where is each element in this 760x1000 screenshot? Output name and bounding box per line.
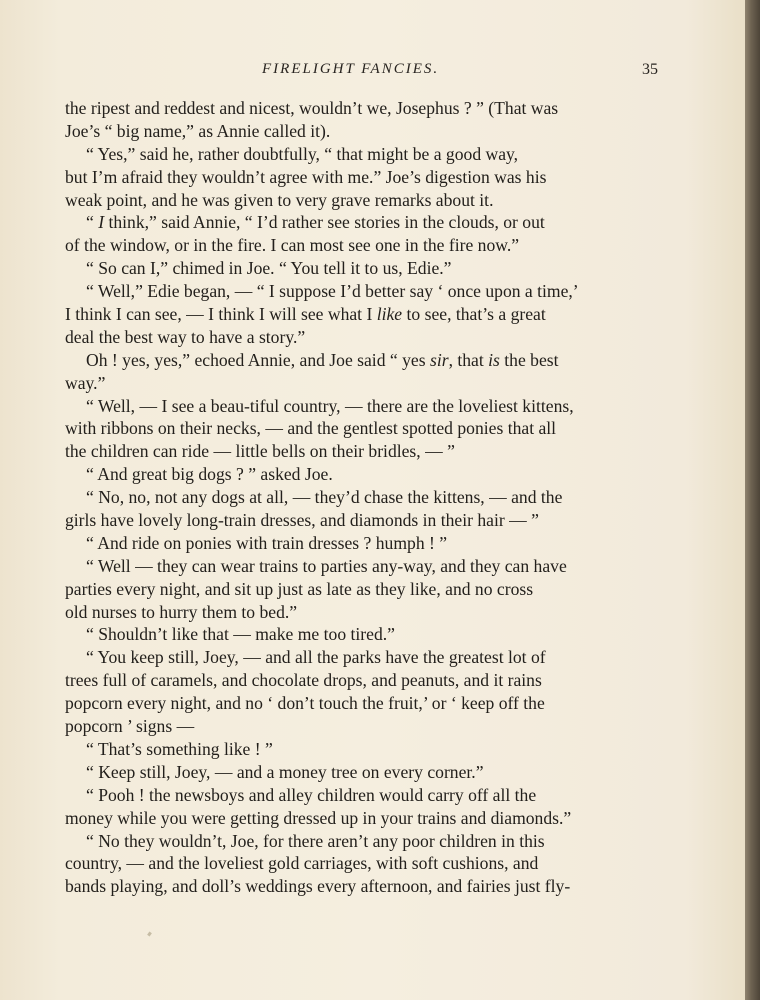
text-line: “ Shouldn’t like that — make me too tired.” <box>86 624 395 645</box>
text-line: old nurses to hurry them to bed.” <box>65 601 298 622</box>
text-line: “ No they wouldn’t, Joe, for there aren’t any poor children in this <box>86 830 545 851</box>
text-segment: “ <box>86 212 99 233</box>
text-line: bands playing, and doll’s weddings every afternoon, and fairies just fly- <box>65 876 571 897</box>
text-line: “ Keep still, Joey, — and a money tree on every corner.” <box>86 761 484 782</box>
text-line: “ Pooh ! the newsboys and alley children would carry off all the <box>86 784 537 805</box>
text-segment: to see, that’s a great <box>402 304 546 325</box>
text-segment: think,” said Annie, “ I’d rather see stories in the clouds, or out <box>104 212 545 233</box>
text-line: “ So can I,” chimed in Joe. “ You tell it to us, Edie.” <box>86 258 452 279</box>
italic-word: I <box>98 212 105 233</box>
text-line: Joe’s “ big name,” as Annie called it). <box>65 120 331 141</box>
body-text <box>65 97 653 898</box>
text-segment: Oh ! yes, yes,” echoed Annie, and Joe said “ yes <box>86 349 430 370</box>
text-line: “ And great big dogs ? ” asked Joe. <box>86 464 333 485</box>
text-line: “ Yes,” said he, rather doubtfully, “ that might be a good way, <box>86 143 519 164</box>
text-line: money while you were getting dressed up in your trains and diamonds.” <box>65 807 572 828</box>
text-line: country, — and the loveliest gold carriages, with soft cushions, and <box>65 853 539 874</box>
text-line: popcorn every night, and no ‘ don’t touch the fruit,’ or ‘ keep off the <box>65 693 545 714</box>
text-line: “ You keep still, Joey, — and all the parks have the greatest lot of <box>86 647 546 668</box>
text-line: “ That’s something like ! ” <box>86 738 273 759</box>
text-line: the ripest and reddest and nicest, wouldn’t we, Josephus ? ” (That was <box>65 98 559 118</box>
text-line: trees full of caramels, and chocolate drops, and peanuts, and it rains <box>65 670 542 691</box>
text-line <box>65 211 653 234</box>
text-line <box>65 349 653 372</box>
page-number: 35 <box>642 61 658 78</box>
text-line: parties every night, and sit up just as late as they like, and no cross <box>65 578 534 599</box>
text-line: deal the best way to have a story.” <box>65 326 306 347</box>
text-line: of the window, or in the fire. I can most see one in the fire now.” <box>65 235 520 256</box>
text-line: girls have lovely long-train dresses, and diamonds in their hair — ” <box>65 510 539 531</box>
running-head <box>0 61 745 83</box>
text-line: “ No, no, not any dogs at all, — they’d chase the kittens, — and the <box>86 487 563 508</box>
text-line: way.” <box>65 372 106 393</box>
italic-word: sir <box>429 349 449 370</box>
text-segment: the best <box>499 349 559 370</box>
text-line <box>65 303 653 326</box>
text-line: “ Well, — I see a beau-tiful country, — there are the loveliest kittens, <box>86 395 574 416</box>
text-line: but I’m afraid they wouldn’t agree with me.” Joe’s digestion was his <box>65 166 547 187</box>
paper-speck <box>147 932 152 937</box>
text-line: “ Well — they can wear trains to parties any-way, and they can have <box>86 555 567 576</box>
running-title: FIRELIGHT FANCIES. <box>262 61 440 77</box>
text-line: popcorn ’ signs — <box>65 716 195 737</box>
italic-word: is <box>488 349 500 370</box>
text-line: “ Well,” Edie began, — “ I suppose I’d better say ‘ once upon a time,’ <box>86 281 579 302</box>
text-line: the children can ride — little bells on their bridles, — ” <box>65 441 455 462</box>
text-line: with ribbons on their necks, — and the gentlest spotted ponies that all <box>65 418 557 439</box>
book-spine-edge <box>745 0 760 1000</box>
text-segment: , that <box>448 349 489 370</box>
text-line: “ And ride on ponies with train dresses ? humph ! ” <box>86 532 448 553</box>
text-line: weak point, and he was given to very grave remarks about it. <box>65 189 494 210</box>
text-segment: I think I can see, — I think I will see what I <box>65 304 377 325</box>
italic-word: like <box>376 304 403 325</box>
